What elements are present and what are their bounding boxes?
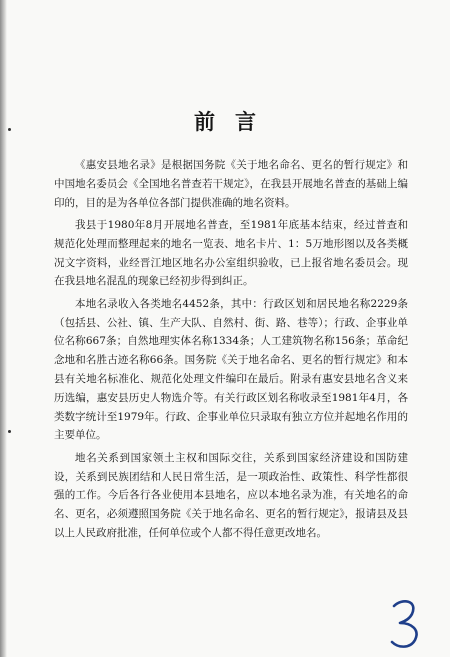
scan-speck bbox=[8, 430, 11, 433]
paragraph-2: 我县于1980年8月开展地名普查，至1981年底基本结束，经过普查和规范化处理而整理起来的地名一览表、地名卡片、1：5万地形图以及各类概况文字资料，业经晋江地区地名办公室组织验收，已上报省地名委员会。现在我县地名混乱的现象已经初步得到纠正。 bbox=[54, 218, 408, 288]
paragraph-4: 地名关系到国家领土主权和国际交往，关系到国家经济建设和国防建设，关系到民族团结和人民日常生活，是一项政治性、政策性、科学性都很强的工作。今后各行各业使用本县地名，应以本地名录为准，有关地名的命名、更名，必须遵照国务院《关于地名命名、更名的暂行规定》，报请县及县以上人民政府批准，任何单位或个人都不得任意更改地名。 bbox=[54, 451, 408, 539]
body-text bbox=[54, 156, 408, 546]
scan-edge-shadow bbox=[0, 0, 7, 657]
paragraph-3: 本地名录收入各类地名4452条，其中：行政区划和居民地名称2229条（包括县、公社、镇、生产大队、自然村、街、路、巷等）；行政、企事业单位名称667条；自然地理实体名称1334条；人工建筑物名称156条；革命纪念地和名胜古迹名称66条。国务院《关于地名命名、更名的暂行规定》和本县有关地名标准化、规范化处理文件编印在最后。附录有惠安县地名含义来历选编，惠安县历史人物选介等。有关行政区划名称收录至1981年4月，各类数字统计至1979年。行政、企事业单位只录取有独立方位并起地名作用的主要单位。 bbox=[54, 297, 408, 442]
page-title: 前言 bbox=[194, 109, 276, 134]
paragraph-1: 《惠安县地名录》是根据国务院《关于地名命名、更名的暂行规定》和中国地名委员会《全国地名普查若干规定》，在我县开展地名普查的基础上编印的，目的是为各单位各部门提供准确的地名资料。 bbox=[54, 159, 408, 209]
handwritten-page-number bbox=[382, 596, 430, 652]
